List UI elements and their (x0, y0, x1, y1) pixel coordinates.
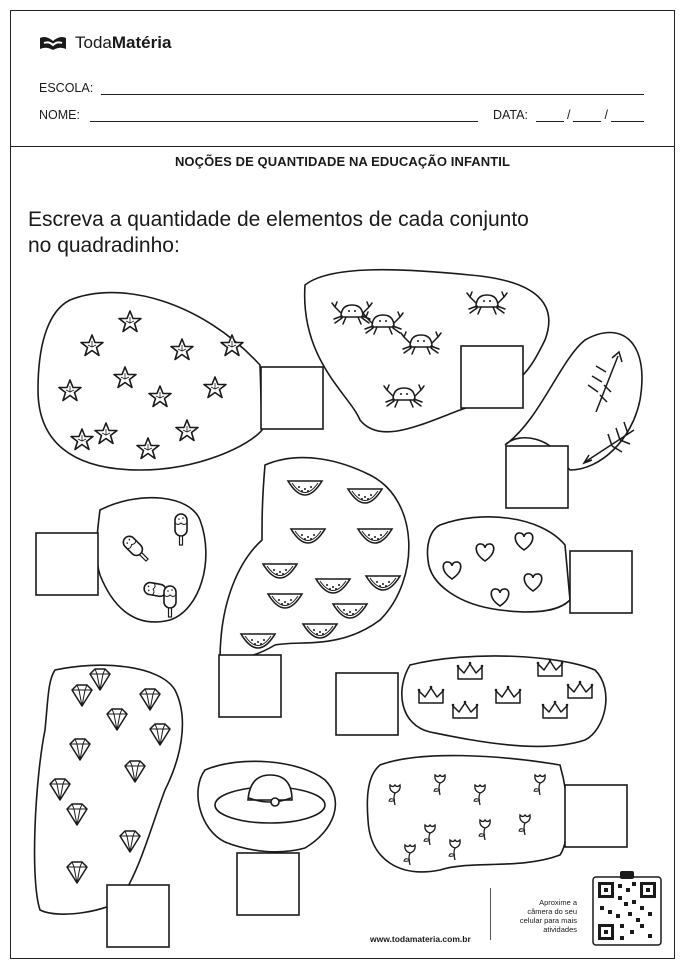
instruction-line: Escreva a quantidade de elementos de cada conjunto (28, 208, 529, 231)
instruction-line: no quadradinho: (28, 234, 180, 257)
answer-box[interactable] (461, 346, 523, 408)
brand-name: TodaMatéria (75, 33, 172, 52)
date-separator: / (604, 108, 608, 122)
answer-box[interactable] (261, 367, 323, 429)
school-label: ESCOLA: (39, 81, 94, 95)
answer-box[interactable] (36, 533, 98, 595)
answer-box[interactable] (107, 885, 169, 947)
answer-box[interactable] (565, 785, 627, 847)
answer-box[interactable] (219, 655, 281, 717)
qr-code[interactable] (593, 871, 661, 945)
qr-text-line: atividades (543, 925, 577, 934)
footer-divider (490, 888, 491, 940)
answer-box[interactable] (506, 446, 568, 508)
qr-text-line: câmera do seu (527, 907, 577, 916)
blob-popsicles (97, 498, 206, 622)
answer-box[interactable] (570, 551, 632, 613)
name-label: NOME: (39, 108, 80, 122)
website-url[interactable]: www.todamateria.com.br (370, 934, 471, 944)
answer-box[interactable] (336, 673, 398, 735)
blob-flowers (367, 756, 567, 872)
date-separator: / (566, 108, 571, 122)
qr-instruction (505, 898, 577, 934)
qr-text-line: celular para mais (519, 916, 577, 925)
answer-box[interactable] (237, 853, 299, 915)
date-label: DATA: (493, 108, 528, 122)
qr-text-line: Aproxime a (539, 898, 577, 907)
worksheet-title: NOÇÕES DE QUANTIDADE NA EDUCAÇÃO INFANTIL (174, 154, 511, 169)
